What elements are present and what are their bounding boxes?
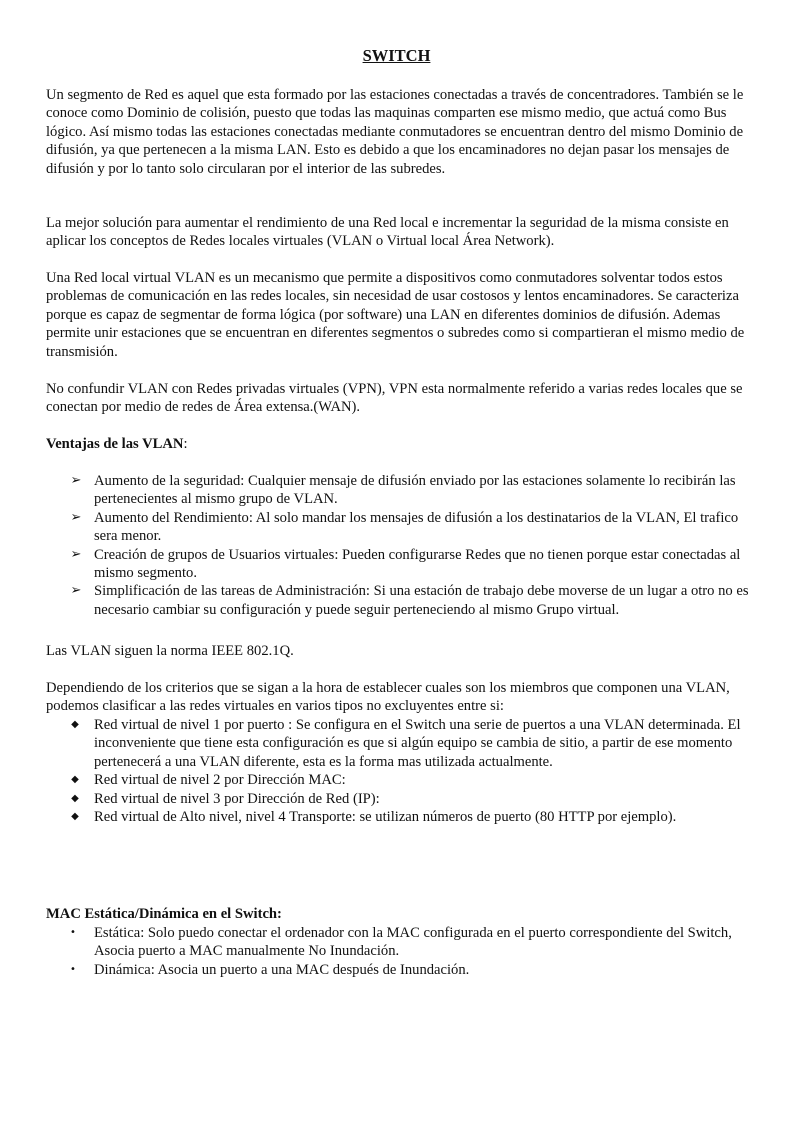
ventajas-list: [0, 472, 793, 619]
arrow-bullet-icon: ➢: [70, 509, 82, 525]
list-item: [0, 582, 793, 619]
arrow-bullet-icon: ➢: [70, 473, 82, 488]
list-item: [0, 509, 793, 546]
list-item-text: Aumento de la seguridad: Cualquier mensaje de difusión enviado por las estaciones solamente lo recibirán las pertenecientes al mismo grupo de VLAN.: [94, 473, 736, 508]
list-item-text: Dinámica: Asocia un puerto a una MAC después de Inundación.: [94, 961, 470, 978]
list-item-text: Red virtual de Alto nivel, nivel 4 Transporte: se utilizan números de puerto (80 HTTP por ejemplo).: [94, 809, 677, 826]
list-item-text: Simplificación de las tareas de Administración: Si una estación de trabajo debe moverse de un lugar a otro no es necesario cambiar su configuración y puede seguir perteneciendo al mismo Grupo virtual.: [94, 583, 749, 618]
list-item-text: Red virtual de nivel 2 por Dirección MAC:: [94, 772, 346, 789]
tipos-vlan-list: [0, 716, 793, 826]
list-item: [0, 716, 793, 771]
arrow-bullet-icon: ➢: [70, 546, 82, 562]
paragraph-criterios: Dependiendo de los criterios que se sigan a la hora de establecer cuales son los miembros que componen una VLAN, podemos clasificar a las redes virtuales en varios tipos no excluyentes entre si:: [46, 680, 730, 715]
list-item: [0, 790, 793, 808]
paragraph-solucion-vlan: La mejor solución para aumentar el rendimiento de una Red local e incrementar la seguridad de la misma consiste en aplicar los conceptos de Redes locales virtuales (VLAN o Virtual local Área Network).: [46, 215, 729, 250]
list-item: [0, 546, 793, 583]
mac-heading: [46, 905, 751, 923]
list-item-text: Aumento del Rendimiento: Al solo mandar los mensajes de difusión a los destinatarios de la VLAN, El trafico sera menor.: [94, 509, 739, 545]
mac-list: [0, 924, 793, 979]
ventajas-heading-colon: :: [183, 436, 188, 452]
dot-bullet-icon: •: [70, 927, 76, 938]
dot-bullet-icon: •: [70, 963, 76, 975]
list-item-text: Creación de grupos de Usuarios virtuales: Pueden configurarse Redes que no tienen porque estar conectadas al mismo segmento.: [94, 546, 741, 582]
diamond-bullet-icon: ◆: [71, 792, 79, 804]
ventajas-heading-text: Ventajas de las VLAN: [46, 436, 184, 452]
diamond-bullet-icon: ◆: [71, 774, 79, 786]
list-item-text: Red virtual de nivel 1 por puerto : Se configura en el Switch una serie de puertos a una VLAN determinada. El inconveniente que tiene esta configuración es que si algún equipo se cambia de sitio, a partir de ese momento pertenecerá a una VLAN diferente, esta es la forma mas utilizada actualmente.: [94, 717, 741, 770]
paragraph-segmento-red: Un segmento de Red es aquel que esta formado por las estaciones conectadas a través de concentradores. También se le conoce como Dominio de colisión, puesto que todas las maquinas comparten ese mismo medio, que actuá como Bus lógico. Así mismo todas las estaciones conectadas mediante conmutadores se encuentran dentro del mismo Dominio de difusión, ya que pertenecen a la misma LAN. Esto es debido a que los encaminadores no dejan pasar los mensajes de difusión y por lo tanto solo circularan por el interior de las subredes.: [46, 87, 744, 177]
page-title: SWITCH: [362, 46, 431, 65]
list-item: [0, 808, 793, 826]
paragraph-definicion-vlan: Una Red local virtual VLAN es un mecanismo que permite a dispositivos como conmutadores solventar todos estos problemas de comunicación en las redes locales, sin necesidad de usar costosos y lentos encaminadores. Se caracteriza porque es capaz de segmentar de forma lógica (por software) una LAN en diferentes dominios de difusión. Ademas permite unir estaciones que se encuentran en diferentes segmentos o subredes como si compartieran el mismo medio de transmisión.: [46, 270, 745, 360]
list-item: [0, 924, 793, 961]
ventajas-heading: [46, 435, 751, 453]
list-item: [0, 472, 793, 509]
diamond-bullet-icon: ◆: [71, 719, 79, 730]
list-item: [0, 771, 793, 789]
mac-heading-text: MAC Estática/Dinámica en el Switch:: [46, 906, 282, 922]
list-item-text: Red virtual de nivel 3 por Dirección de Red (IP):: [94, 790, 380, 807]
list-item-text: Estática: Solo puedo conectar el ordenador con la MAC configurada en el puerto correspondiente del Switch, Asocia puerto a MAC manualmente No Inundación.: [94, 925, 732, 960]
diamond-bullet-icon: ◆: [71, 811, 79, 823]
list-item: [0, 961, 793, 979]
arrow-bullet-icon: ➢: [70, 583, 82, 599]
paragraph-vlan-vs-vpn: No confundir VLAN con Redes privadas virtuales (VPN), VPN esta normalmente referido a varias redes locales que se conectan por medio de redes de Área extensa.(WAN).: [46, 381, 743, 416]
paragraph-norma-ieee: Las VLAN siguen la norma IEEE 802.1Q.: [46, 643, 294, 659]
